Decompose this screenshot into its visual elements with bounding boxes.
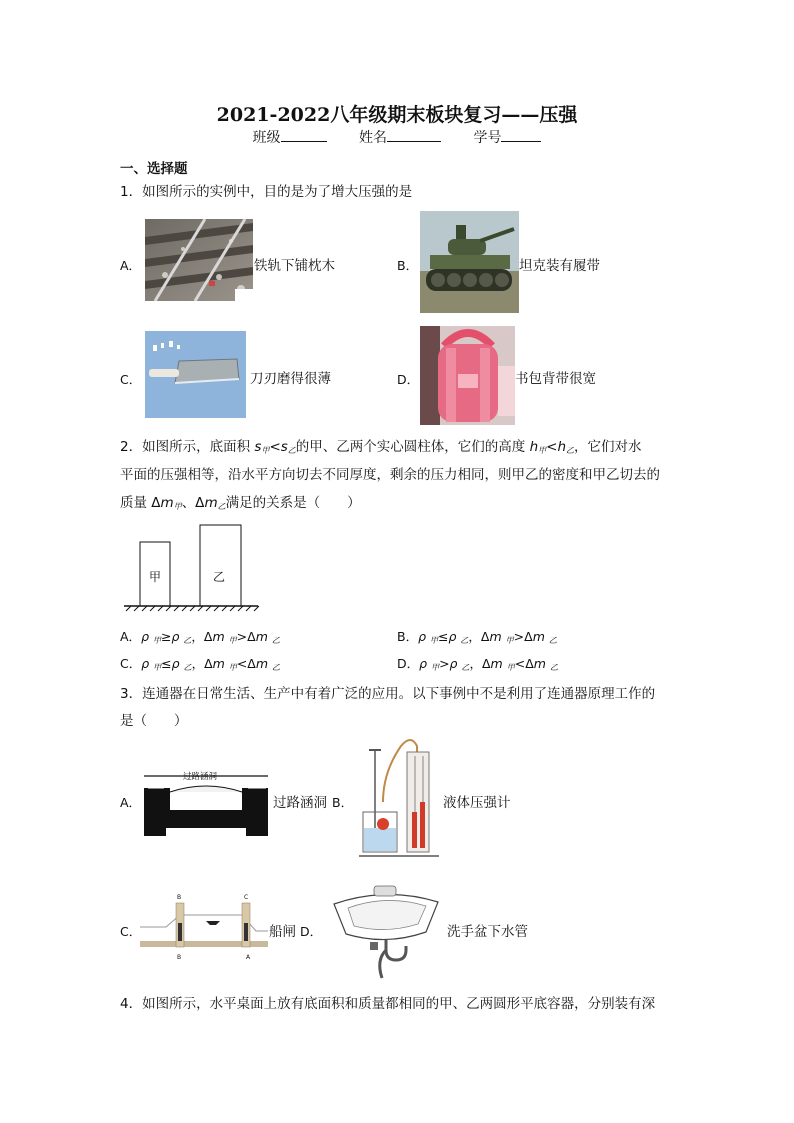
manometer-figure bbox=[355, 732, 445, 862]
question-2-line-2: 平面的压强相等，沿水平方向切去不同厚度，剩余的压力相同，则甲乙的密度和甲乙切去的 bbox=[120, 467, 660, 483]
q1-option-b-text: 坦克装有履带 bbox=[519, 258, 600, 274]
question-3-line-1: 3．连通器在日常生活、生产中有着广泛的应用。以下事例中不是利用了连通器原理工作的 bbox=[120, 686, 656, 702]
q1-option-d-text: 书包背带很宽 bbox=[515, 371, 596, 387]
q1-option-a-text: 铁轨下铺枕木 bbox=[254, 258, 335, 274]
q1-option-b-letter: B． bbox=[397, 258, 419, 273]
q1-option-c-letter: C． bbox=[120, 372, 142, 387]
lock-label-c-top: C bbox=[244, 894, 249, 901]
q1-option-d-letter: D． bbox=[397, 372, 420, 387]
student-info bbox=[0, 127, 794, 147]
question-2-line-1: 2．如图所示，底面积 $s_甲<s_乙$的甲、乙两个实心圆柱体，它们的高度 $h_甲<h_乙$，它们对水 bbox=[120, 439, 642, 455]
lock-label-b-top: B bbox=[177, 894, 182, 901]
lock-label-a-bottom: A bbox=[246, 954, 251, 961]
q3-option-d-letter: D． bbox=[300, 924, 323, 939]
q3-option-a-text: 过路涵洞 bbox=[273, 795, 327, 811]
q3-option-a-letter: A． bbox=[120, 795, 142, 810]
cylinder-jia-label: 甲 bbox=[149, 570, 162, 584]
knife-photo-icon bbox=[145, 331, 246, 418]
question-4-line-1: 4．如图所示，水平桌面上放有底面积和质量都相同的甲、乙两圆形平底容器，分别装有深 bbox=[120, 996, 656, 1012]
page-title: 2021-2022八年级期末板块复习——压强 bbox=[216, 104, 578, 126]
ship-lock-figure bbox=[140, 893, 268, 963]
q2-option-b[interactable]: B．ρ $_甲$≤ρ $_乙$，Δm $_甲$>Δm $_乙$ bbox=[397, 629, 557, 645]
q2-option-d[interactable]: D．ρ $_甲$>ρ $_乙$，Δm $_甲$<Δm $_乙$ bbox=[397, 656, 558, 672]
q2-option-c[interactable]: C．ρ $_甲$≤ρ $_乙$，Δm $_甲$<Δm $_乙$ bbox=[120, 656, 281, 672]
question-3-line-2: 是（ ） bbox=[120, 713, 188, 729]
id-field: 学号 bbox=[473, 130, 541, 146]
cylinders-figure bbox=[122, 520, 260, 612]
q2-option-a[interactable]: A．ρ $_甲$≥ρ $_乙$，Δm $_甲$>Δm $_乙$ bbox=[120, 629, 280, 645]
cylinder-yi-label: 乙 bbox=[213, 570, 226, 584]
q3-option-b-letter: B． bbox=[332, 795, 354, 810]
question-1-stem: 1．如图所示的实例中，目的是为了增大压强的是 bbox=[120, 184, 413, 200]
q1-option-c-text: 刀刃磨得很薄 bbox=[250, 371, 331, 387]
backpack-photo-icon bbox=[420, 326, 515, 425]
section-title: 一、选择题 bbox=[120, 161, 188, 177]
q1-option-a-letter: A． bbox=[120, 258, 142, 273]
q3-option-b-text: 液体压强计 bbox=[443, 795, 511, 811]
question-2-line-3: 质量 $\Delta m_甲$、$\Delta m_乙$满足的关系是（ ） bbox=[120, 495, 361, 511]
culvert-figure-label: 过路涵洞 bbox=[183, 772, 218, 782]
lock-label-b-bottom: B bbox=[177, 954, 182, 961]
tank-photo-icon bbox=[420, 211, 519, 313]
name-field: 姓名 bbox=[359, 130, 441, 146]
q3-option-d-text: 洗手盆下水管 bbox=[447, 924, 528, 940]
class-field: 班级 bbox=[253, 130, 327, 146]
sink-drain-figure bbox=[330, 880, 442, 980]
railway-ties-photo-icon bbox=[145, 219, 253, 301]
q3-option-c-text: 船闸 bbox=[269, 924, 296, 940]
q3-option-c-letter: C． bbox=[120, 924, 142, 939]
